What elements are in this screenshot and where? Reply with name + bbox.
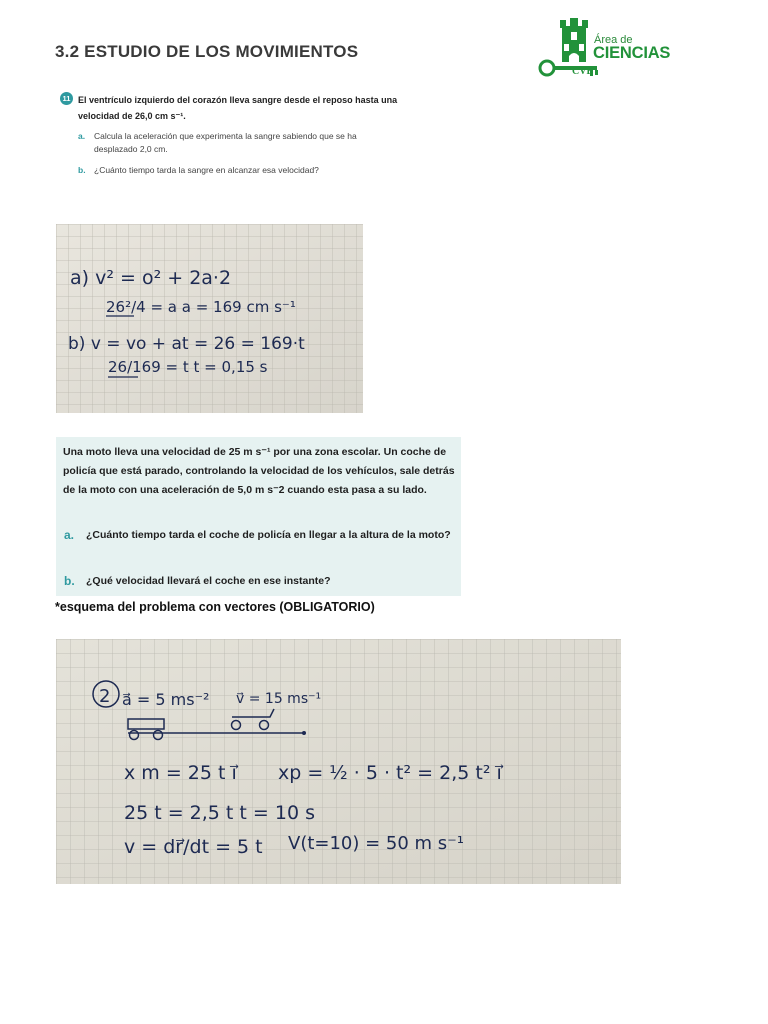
solution-line: 26²/4 = a a = 169 cm s⁻¹ <box>106 298 296 316</box>
problem-11-card <box>56 88 404 182</box>
solution-line: 25 t = 2,5 t t = 10 s <box>124 802 315 824</box>
solution-line: v = dr⃗/dt = 5 t <box>124 836 263 858</box>
item-label: a. <box>78 131 86 141</box>
solution-line: x m = 25 t i⃗ <box>124 762 237 784</box>
logo-line1: Área de <box>594 34 633 46</box>
handwritten-solution-photo-2 <box>56 639 621 884</box>
logo-line3: CVE <box>572 66 594 77</box>
solution-line: 26/169 = t t = 0,15 s <box>108 358 268 376</box>
solution-line: xp = ½ · 5 · t² = 2,5 t² i⃗ <box>278 762 502 784</box>
item-text: Calcula la aceleración que experimenta la sangre sabiendo que se ha desplazado 2,0 cm. <box>94 131 357 154</box>
logo-line2: CIENCIAS <box>593 44 671 62</box>
item-label: b. <box>78 165 86 175</box>
problem-11-statement: El ventrículo izquierdo del corazón lleva sangre desde el reposo hasta una velocidad de 26,0 cm s⁻¹. <box>78 95 398 121</box>
vector-a-label: a⃗ = 5 ms⁻² <box>122 690 210 709</box>
problem-moto-card <box>56 437 461 596</box>
item-text: ¿Qué velocidad llevará el coche en ese instante? <box>86 575 331 587</box>
solution-line: b) v = vo + at = 26 = 169·t <box>68 334 305 354</box>
solution-line: V(t=10) = 50 m s⁻¹ <box>288 833 464 854</box>
ciencias-logo <box>536 14 686 80</box>
vector-v-label: v⃗ = 15 ms⁻¹ <box>236 691 322 707</box>
problem-moto-item-a <box>64 527 459 544</box>
problem-number-badge: 11 <box>60 92 73 105</box>
item-text: ¿Cuánto tiempo tarda la sangre en alcanzar esa velocidad? <box>94 165 319 175</box>
problem-11-item-b <box>78 164 398 177</box>
problem-moto-statement: Una moto lleva una velocidad de 25 m s⁻¹ por una zona escolar. Un coche de policía que está parado, controlando la velocidad de los vehículos, sale detrás de la moto con una aceleración de 5,0 m s⁻2 cuando esta pasa a su lado. <box>63 446 455 496</box>
item-text: ¿Cuánto tiempo tarda el coche de policía en llegar a la altura de la moto? <box>86 529 451 541</box>
item-label: a. <box>64 528 75 542</box>
handwritten-solution-photo-1 <box>56 224 363 413</box>
problem-moto-item-b <box>64 573 459 590</box>
mandatory-diagram-note: *esquema del problema con vectores (OBLIGATORIO) <box>55 600 375 614</box>
page-title: 3.2 ESTUDIO DE LOS MOVIMIENTOS <box>55 42 359 61</box>
problem-11-item-a <box>78 130 398 156</box>
item-label: b. <box>64 574 75 588</box>
solution-line: a) v² = o² + 2a·2 <box>70 267 232 289</box>
solution-number: 2 <box>99 686 111 707</box>
